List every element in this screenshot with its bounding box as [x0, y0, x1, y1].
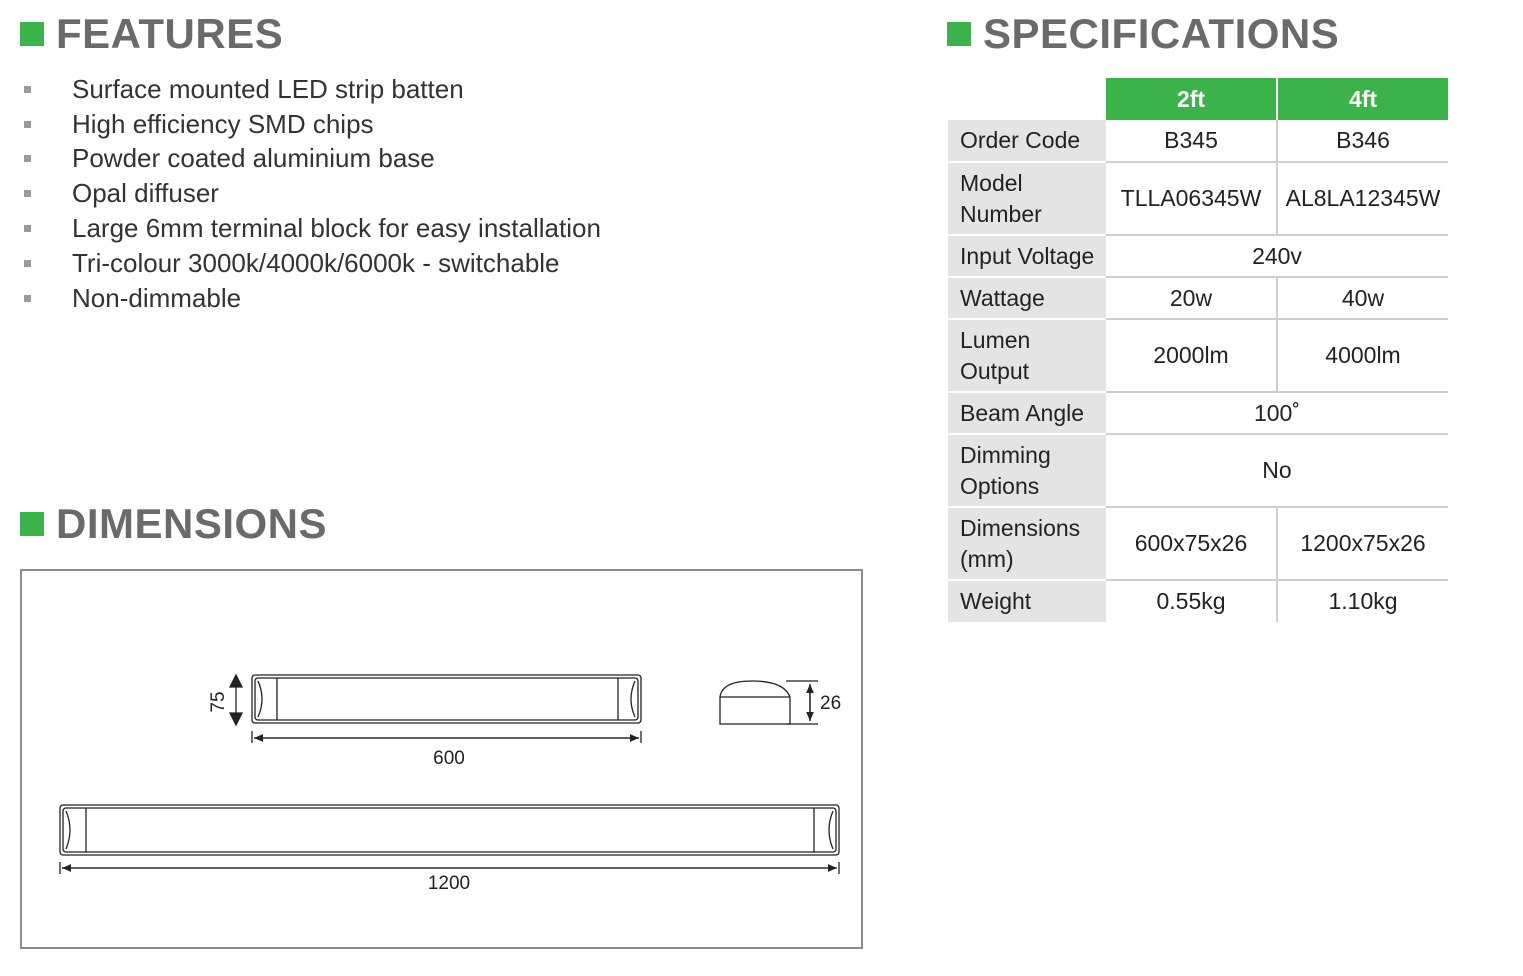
cell-value: B345	[1106, 120, 1277, 162]
short-length-dimension-line	[252, 731, 641, 743]
column-header-4ft: 4ft	[1277, 78, 1448, 120]
cell-value: 100˚	[1106, 392, 1448, 434]
cell-value: 1200x75x26	[1277, 507, 1448, 580]
features-title: FEATURES	[56, 10, 284, 57]
row-label: Wattage	[948, 277, 1106, 319]
cell-value: B346	[1277, 120, 1448, 162]
green-square-icon	[20, 512, 44, 536]
cell-value: No	[1106, 434, 1448, 507]
blank-header-cell	[948, 78, 1106, 120]
table-row	[948, 235, 1448, 277]
specifications-title: SPECIFICATIONS	[983, 10, 1340, 57]
green-square-icon	[20, 22, 44, 46]
feature-item: Non-dimmable	[20, 281, 601, 316]
long-length-label: 1200	[427, 873, 471, 894]
table-row	[948, 392, 1448, 434]
table-row	[948, 162, 1448, 235]
square-bullet-icon	[24, 155, 31, 162]
row-label: Input Voltage	[948, 235, 1106, 277]
specifications-table	[948, 78, 1448, 622]
row-label: Lumen Output	[948, 319, 1106, 392]
table-row	[948, 319, 1448, 392]
square-bullet-icon	[24, 86, 31, 93]
dimensions-drawing	[20, 569, 863, 949]
square-bullet-icon	[24, 121, 31, 128]
feature-item: Large 6mm terminal block for easy installation	[20, 211, 601, 246]
table-row	[948, 434, 1448, 507]
feature-item: Tri-colour 3000k/4000k/6000k - switchable	[20, 246, 601, 281]
table-row	[948, 580, 1448, 622]
cell-value: TLLA06345W	[1106, 162, 1277, 235]
row-label: Dimensions (mm)	[948, 507, 1106, 580]
dimensions-heading	[20, 500, 327, 548]
row-label: Dimming Options	[948, 434, 1106, 507]
square-bullet-icon	[24, 190, 31, 197]
depth-label: 26	[820, 693, 842, 714]
cell-value: 20w	[1106, 277, 1277, 319]
long-batten-drawing	[60, 805, 839, 855]
cell-value: 240v	[1106, 235, 1448, 277]
square-bullet-icon	[24, 260, 31, 267]
cell-value: 40w	[1277, 277, 1448, 319]
feature-item: Powder coated aluminium base	[20, 142, 601, 177]
end-profile-drawing	[720, 681, 818, 724]
row-label: Beam Angle	[948, 392, 1106, 434]
feature-item: Opal diffuser	[20, 176, 601, 211]
green-square-icon	[947, 22, 971, 46]
table-header-row	[948, 78, 1448, 120]
row-label: Order Code	[948, 120, 1106, 162]
cell-value: 0.55kg	[1106, 580, 1277, 622]
cell-value: 4000lm	[1277, 319, 1448, 392]
specifications-heading	[947, 10, 1339, 58]
dimensions-title: DIMENSIONS	[56, 500, 328, 547]
square-bullet-icon	[24, 295, 31, 302]
feature-item: High efficiency SMD chips	[20, 107, 601, 142]
cell-value: AL8LA12345W	[1277, 162, 1448, 235]
dimension-diagram	[22, 571, 861, 947]
short-length-label: 600	[433, 748, 465, 769]
column-header-2ft: 2ft	[1106, 78, 1277, 120]
row-label: Weight	[948, 580, 1106, 622]
cell-value: 2000lm	[1106, 319, 1277, 392]
height-label: 75	[208, 691, 229, 713]
features-heading	[20, 10, 283, 58]
height-dimension-arrow	[230, 675, 242, 725]
features-list	[20, 72, 601, 316]
cell-value: 1.10kg	[1277, 580, 1448, 622]
row-label: Model Number	[948, 162, 1106, 235]
short-batten-drawing	[252, 675, 641, 723]
table-row	[948, 507, 1448, 580]
square-bullet-icon	[24, 225, 31, 232]
table-row	[948, 120, 1448, 162]
cell-value: 600x75x26	[1106, 507, 1277, 580]
feature-item: Surface mounted LED strip batten	[20, 72, 601, 107]
table-row	[948, 277, 1448, 319]
